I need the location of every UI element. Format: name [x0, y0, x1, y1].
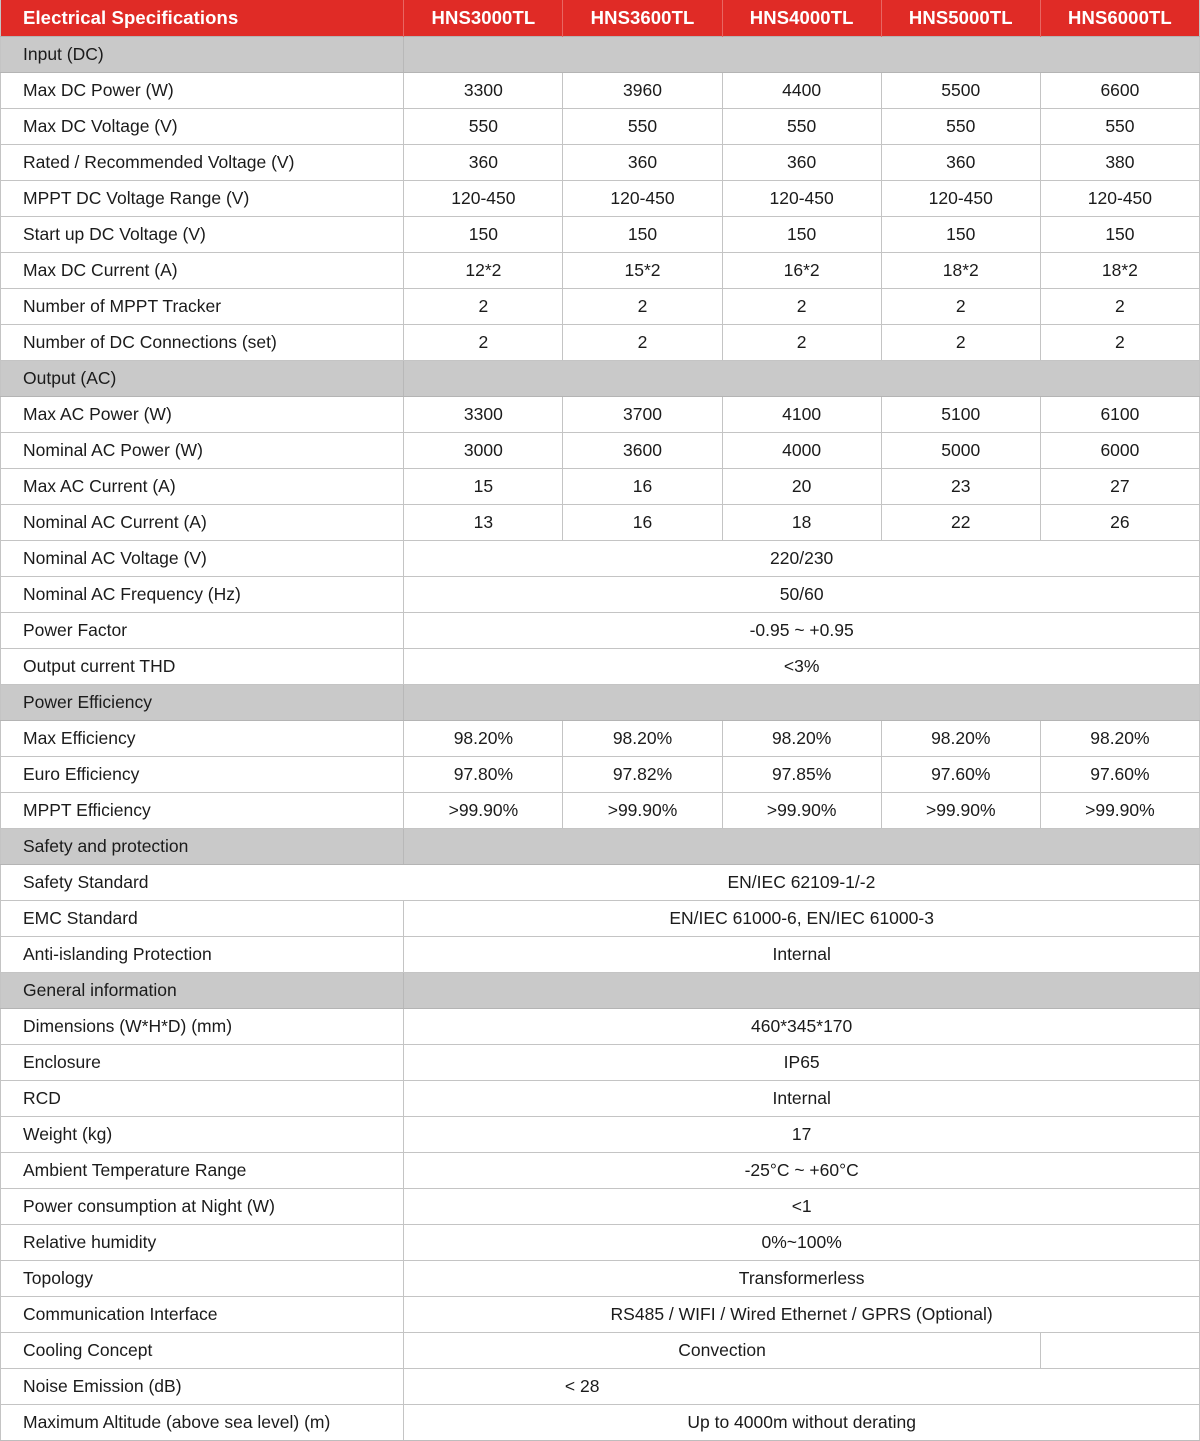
- cell-value: >99.90%: [1040, 793, 1199, 829]
- cell-value-merged: EN/IEC 61000-6, EN/IEC 61000-3: [404, 901, 1200, 937]
- cell-value: 3300: [404, 73, 563, 109]
- table-row: [1, 1009, 1200, 1045]
- cell-value: 98.20%: [722, 721, 881, 757]
- row-label: Max Efficiency: [1, 721, 404, 757]
- table-row: [1, 1333, 1200, 1369]
- cell-value: 2: [1040, 325, 1199, 361]
- cell-value: 6600: [1040, 73, 1199, 109]
- section-title: General information: [1, 973, 404, 1009]
- cell-value: 26: [1040, 505, 1199, 541]
- cell-value-merged: RS485 / WIFI / Wired Ethernet / GPRS (Optional): [404, 1297, 1200, 1333]
- cell-value: 13: [404, 505, 563, 541]
- section-header-row: [1, 361, 1200, 397]
- cell-value: 2: [722, 289, 881, 325]
- cell-value-merged: EN/IEC 62109-1/-2: [404, 865, 1200, 901]
- section-title: Safety and protection: [1, 829, 404, 865]
- cell-value: 6100: [1040, 397, 1199, 433]
- table-row: [1, 325, 1200, 361]
- row-label: EMC Standard: [1, 901, 404, 937]
- table-row: [1, 757, 1200, 793]
- row-label: Max DC Power (W): [1, 73, 404, 109]
- row-label: MPPT Efficiency: [1, 793, 404, 829]
- cell-value: 120-450: [722, 181, 881, 217]
- row-label: Start up DC Voltage (V): [1, 217, 404, 253]
- cell-value-merged: Up to 4000m without derating: [404, 1405, 1200, 1441]
- cell-value: 23: [881, 469, 1040, 505]
- cell-value: 16: [563, 469, 722, 505]
- cell-value: 550: [1040, 109, 1199, 145]
- cell-value: 380: [1040, 145, 1199, 181]
- table-row: [1, 73, 1200, 109]
- cell-value: 98.20%: [1040, 721, 1199, 757]
- cell-value: 550: [722, 109, 881, 145]
- section-header-row: [1, 973, 1200, 1009]
- cell-value: 550: [404, 109, 563, 145]
- table-row: [1, 1405, 1200, 1441]
- cell-value: >99.90%: [404, 793, 563, 829]
- cell-value: 150: [881, 217, 1040, 253]
- table-row: [1, 1189, 1200, 1225]
- cell-value: 18: [722, 505, 881, 541]
- cell-value: 4400: [722, 73, 881, 109]
- section-title: Output (AC): [1, 361, 404, 397]
- cell-value: 6000: [1040, 433, 1199, 469]
- section-header-fill: [404, 685, 1200, 721]
- row-label: Dimensions (W*H*D) (mm): [1, 1009, 404, 1045]
- column-header-model-5: HNS6000TL: [1040, 0, 1199, 37]
- table-row: [1, 541, 1200, 577]
- table-row: [1, 1153, 1200, 1189]
- row-label: Noise Emission (dB): [1, 1369, 404, 1405]
- cell-value-merged: < 28: [404, 1369, 1200, 1405]
- cell-value: 27: [1040, 469, 1199, 505]
- row-label: Number of DC Connections (set): [1, 325, 404, 361]
- row-label: Safety Standard: [1, 865, 404, 901]
- table-row: [1, 1045, 1200, 1081]
- cell-value-merged: 0%~100%: [404, 1225, 1200, 1261]
- table-row: [1, 217, 1200, 253]
- row-label: Output current THD: [1, 649, 404, 685]
- row-label: Relative humidity: [1, 1225, 404, 1261]
- cell-value: 2: [1040, 289, 1199, 325]
- table-row: [1, 1261, 1200, 1297]
- row-label: Anti-islanding Protection: [1, 937, 404, 973]
- row-label: Enclosure: [1, 1045, 404, 1081]
- row-label: Rated / Recommended Voltage (V): [1, 145, 404, 181]
- table-header: [1, 0, 1200, 37]
- cell-value: 120-450: [1040, 181, 1199, 217]
- table-row: [1, 1225, 1200, 1261]
- table-title: Electrical Specifications: [1, 0, 404, 37]
- cell-value: 20: [722, 469, 881, 505]
- row-label: Max AC Current (A): [1, 469, 404, 505]
- table-row: [1, 577, 1200, 613]
- cell-value: 360: [404, 145, 563, 181]
- header-row: [1, 0, 1200, 37]
- cell-value: 120-450: [563, 181, 722, 217]
- cell-value: 550: [881, 109, 1040, 145]
- row-label: Number of MPPT Tracker: [1, 289, 404, 325]
- cell-value: 2: [722, 325, 881, 361]
- cell-value: 18*2: [881, 253, 1040, 289]
- section-header-row: [1, 37, 1200, 73]
- table-row: [1, 793, 1200, 829]
- cell-value-merged: -0.95 ~ +0.95: [404, 613, 1200, 649]
- cell-value: 2: [563, 289, 722, 325]
- row-label: Weight (kg): [1, 1117, 404, 1153]
- cell-value: 97.60%: [881, 757, 1040, 793]
- cell-value: 97.60%: [1040, 757, 1199, 793]
- cell-value: 2: [404, 325, 563, 361]
- row-label: Topology: [1, 1261, 404, 1297]
- row-label: Power Factor: [1, 613, 404, 649]
- row-label: Communication Interface: [1, 1297, 404, 1333]
- row-label: Max DC Current (A): [1, 253, 404, 289]
- row-label: Max DC Voltage (V): [1, 109, 404, 145]
- table-row: [1, 1297, 1200, 1333]
- row-label: Euro Efficiency: [1, 757, 404, 793]
- cell-value-merged: Convection: [404, 1333, 1041, 1369]
- column-header-model-1: HNS3000TL: [404, 0, 563, 37]
- cell-value: 2: [563, 325, 722, 361]
- cell-value: 22: [881, 505, 1040, 541]
- section-title: Input (DC): [1, 37, 404, 73]
- table-row: [1, 937, 1200, 973]
- cell-value: 15: [404, 469, 563, 505]
- cell-value-merged: <1: [404, 1189, 1200, 1225]
- table-row: [1, 1369, 1200, 1405]
- table-row: [1, 433, 1200, 469]
- cell-value: 360: [563, 145, 722, 181]
- table-row: [1, 865, 1200, 901]
- cell-value: 16: [563, 505, 722, 541]
- section-header-fill: [404, 361, 1200, 397]
- cell-value: 550: [563, 109, 722, 145]
- table-row: [1, 505, 1200, 541]
- table-row: [1, 901, 1200, 937]
- cell-value: 98.20%: [563, 721, 722, 757]
- table-row: [1, 721, 1200, 757]
- cell-value: 98.20%: [404, 721, 563, 757]
- cell-value: 97.80%: [404, 757, 563, 793]
- table-row: [1, 649, 1200, 685]
- section-header-fill: [404, 829, 1200, 865]
- row-label: MPPT DC Voltage Range (V): [1, 181, 404, 217]
- cell-value-empty: [1040, 1333, 1199, 1369]
- cell-value-merged: -25°C ~ +60°C: [404, 1153, 1200, 1189]
- cell-value: 360: [722, 145, 881, 181]
- row-label: Cooling Concept: [1, 1333, 404, 1369]
- cell-value: 4100: [722, 397, 881, 433]
- cell-value: 5000: [881, 433, 1040, 469]
- table-row: [1, 289, 1200, 325]
- cell-value: >99.90%: [722, 793, 881, 829]
- table-row: [1, 613, 1200, 649]
- cell-value: 150: [722, 217, 881, 253]
- cell-value: 16*2: [722, 253, 881, 289]
- row-label: Nominal AC Power (W): [1, 433, 404, 469]
- cell-value-merged: 220/230: [404, 541, 1200, 577]
- column-header-model-2: HNS3600TL: [563, 0, 722, 37]
- cell-value: >99.90%: [881, 793, 1040, 829]
- table-row: [1, 469, 1200, 505]
- cell-value-merged: Internal: [404, 937, 1200, 973]
- cell-value: 120-450: [881, 181, 1040, 217]
- cell-value-merged: Internal: [404, 1081, 1200, 1117]
- column-header-model-4: HNS5000TL: [881, 0, 1040, 37]
- cell-value: 97.85%: [722, 757, 881, 793]
- cell-value-merged: 50/60: [404, 577, 1200, 613]
- cell-value-merged: IP65: [404, 1045, 1200, 1081]
- section-header-fill: [404, 973, 1200, 1009]
- row-label: Max AC Power (W): [1, 397, 404, 433]
- cell-value: 2: [881, 325, 1040, 361]
- column-header-model-3: HNS4000TL: [722, 0, 881, 37]
- table-row: [1, 109, 1200, 145]
- table-body: [1, 37, 1200, 1441]
- row-label: Nominal AC Frequency (Hz): [1, 577, 404, 613]
- row-label: Maximum Altitude (above sea level) (m): [1, 1405, 404, 1441]
- cell-value: >99.90%: [563, 793, 722, 829]
- cell-value: 2: [881, 289, 1040, 325]
- cell-value: 97.82%: [563, 757, 722, 793]
- row-label: RCD: [1, 1081, 404, 1117]
- cell-value: 3700: [563, 397, 722, 433]
- cell-value-merged: 17: [404, 1117, 1200, 1153]
- cell-value: 18*2: [1040, 253, 1199, 289]
- section-header-row: [1, 685, 1200, 721]
- cell-value: 3300: [404, 397, 563, 433]
- table-row: [1, 145, 1200, 181]
- row-label: Ambient Temperature Range: [1, 1153, 404, 1189]
- cell-value: 3600: [563, 433, 722, 469]
- section-header-fill: [404, 37, 1200, 73]
- cell-value-merged: 460*345*170: [404, 1009, 1200, 1045]
- cell-value: 150: [404, 217, 563, 253]
- cell-value: 5100: [881, 397, 1040, 433]
- cell-value: 150: [1040, 217, 1199, 253]
- table-row: [1, 1117, 1200, 1153]
- cell-value: 5500: [881, 73, 1040, 109]
- cell-value: 3000: [404, 433, 563, 469]
- cell-value-merged: <3%: [404, 649, 1200, 685]
- cell-value: 150: [563, 217, 722, 253]
- section-title: Power Efficiency: [1, 685, 404, 721]
- cell-value: 3960: [563, 73, 722, 109]
- table-row: [1, 253, 1200, 289]
- cell-value: 12*2: [404, 253, 563, 289]
- cell-value: 2: [404, 289, 563, 325]
- table-row: [1, 1081, 1200, 1117]
- cell-value: 98.20%: [881, 721, 1040, 757]
- row-label: Power consumption at Night (W): [1, 1189, 404, 1225]
- cell-value: 120-450: [404, 181, 563, 217]
- table-row: [1, 181, 1200, 217]
- cell-value: 4000: [722, 433, 881, 469]
- section-header-row: [1, 829, 1200, 865]
- row-label: Nominal AC Current (A): [1, 505, 404, 541]
- row-label: Nominal AC Voltage (V): [1, 541, 404, 577]
- table-row: [1, 397, 1200, 433]
- cell-value: 360: [881, 145, 1040, 181]
- cell-value-merged: Transformerless: [404, 1261, 1200, 1297]
- cell-value: 15*2: [563, 253, 722, 289]
